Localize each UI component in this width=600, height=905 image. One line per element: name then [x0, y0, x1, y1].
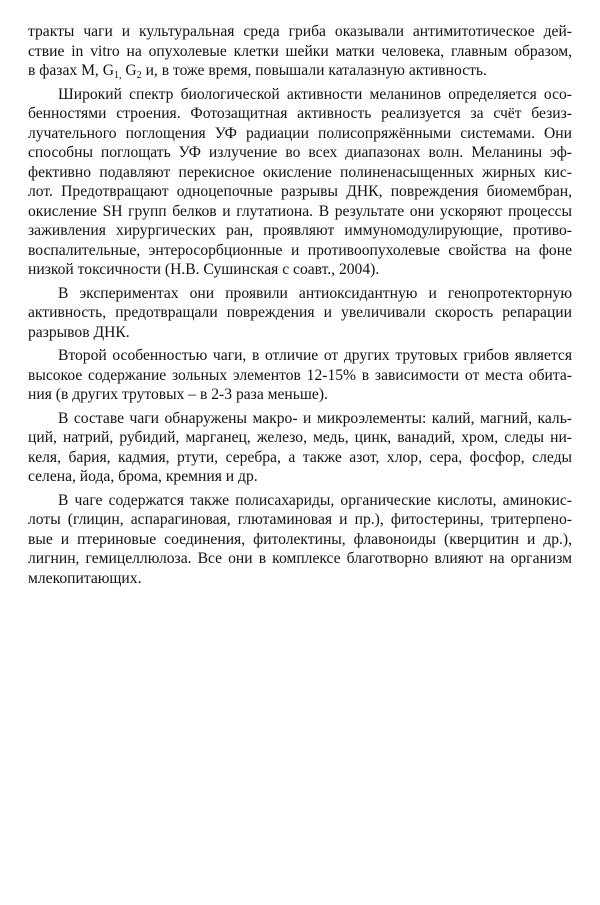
paragraph-microelements — [28, 409, 572, 487]
text-line: разрывов ДНК. — [28, 323, 130, 341]
paragraph-polysaccharides — [28, 491, 572, 589]
text-line: воспалительные, энтеросорбционные и противоопухолевые свойства на фоне — [28, 241, 572, 259]
text-line: Широкий спектр биологической активности меланинов определяется осо- — [58, 85, 572, 103]
text-line: способны поглощать УФ излучение во всех диапазонах волн. Меланины эф- — [28, 144, 572, 161]
text-line: фективно подавляют перекисное окисление полиненасыщенных жирных кис- — [28, 163, 572, 181]
text-line: селена, йода, брома, кремния и др. — [28, 468, 258, 485]
text-line: вые и птериновые соединения, фитолектины, флавоноиды (кверцитин и др.), — [28, 530, 572, 548]
text-line: лоты (глицин, аспарагиновая, глютаминовая и пр.), фитостерины, тритерпено- — [28, 511, 572, 528]
paragraph-antimitotic — [28, 22, 572, 81]
text-line: в фазах М, $G_{1,}$ $G_2$ и, в тоже время, повышали каталазную активность. — [28, 62, 487, 81]
text-line: ций, натрий, рубидий, марганец, железо, медь, цинк, ванадий, хром, следы ни- — [28, 429, 572, 446]
paragraph-antioxidant — [28, 284, 572, 343]
text-line: В экспериментах они проявили антиоксидантную и генопротекторную — [58, 284, 572, 302]
text-line: Второй особенностью чаги, в отличие от других трутовых грибов является — [58, 347, 572, 364]
text-line: бенностями строения. Фотозащитная активность реализуется за счёт безиз- — [28, 105, 572, 122]
text-line: лот. Предотвращают одноцепочные разрывы ДНК, повреждения биомембран, — [28, 183, 572, 200]
document-page — [28, 22, 572, 588]
text-line: ствие in vitro на опухолевые клетки шейки матки человека, главным образом, — [28, 42, 572, 60]
text-line: лигнин, гемицеллюлоза. Все они в комплексе благотворно влияют на организм — [28, 550, 572, 567]
paragraph-ash-content — [28, 346, 572, 405]
text-line: тракты чаги и культуральная среда гриба оказывали антимитотическое дей- — [28, 23, 572, 40]
text-line: заживления хирургических ран, проявляют иммуномодулирующие, противо- — [28, 222, 572, 239]
text-line: активность, предотвращали повреждения и увеличивали скорость репарации — [28, 304, 572, 321]
text-line: окисление SH групп белков и глутатиона. В результате они ускоряют процессы — [28, 202, 572, 220]
paragraph-melanin-activity — [28, 85, 572, 280]
text-line: низкой токсичности (Н.В. Сушинская с соавт., 2004). — [28, 261, 380, 278]
text-line: В составе чаги обнаружены макро- и микроэлементы: калий, магний, каль- — [58, 409, 572, 427]
text-line: лучательного поглощения УФ радиации полисопряжёнными системами. Они — [28, 124, 572, 142]
text-line: млекопитающих. — [28, 569, 142, 587]
text-line: В чаге содержатся также полисахариды, органические кислоты, аминокис- — [58, 491, 572, 509]
text-line: келя, бария, кадмия, ртути, серебра, а также азот, хлор, сера, фосфор, следы — [28, 448, 572, 466]
text-line: ния (в других трутовых – в 2-3 раза меньше). — [28, 386, 328, 403]
text-line: высокое содержание зольных элементов 12-15% в зависимости от места обита- — [28, 366, 572, 384]
